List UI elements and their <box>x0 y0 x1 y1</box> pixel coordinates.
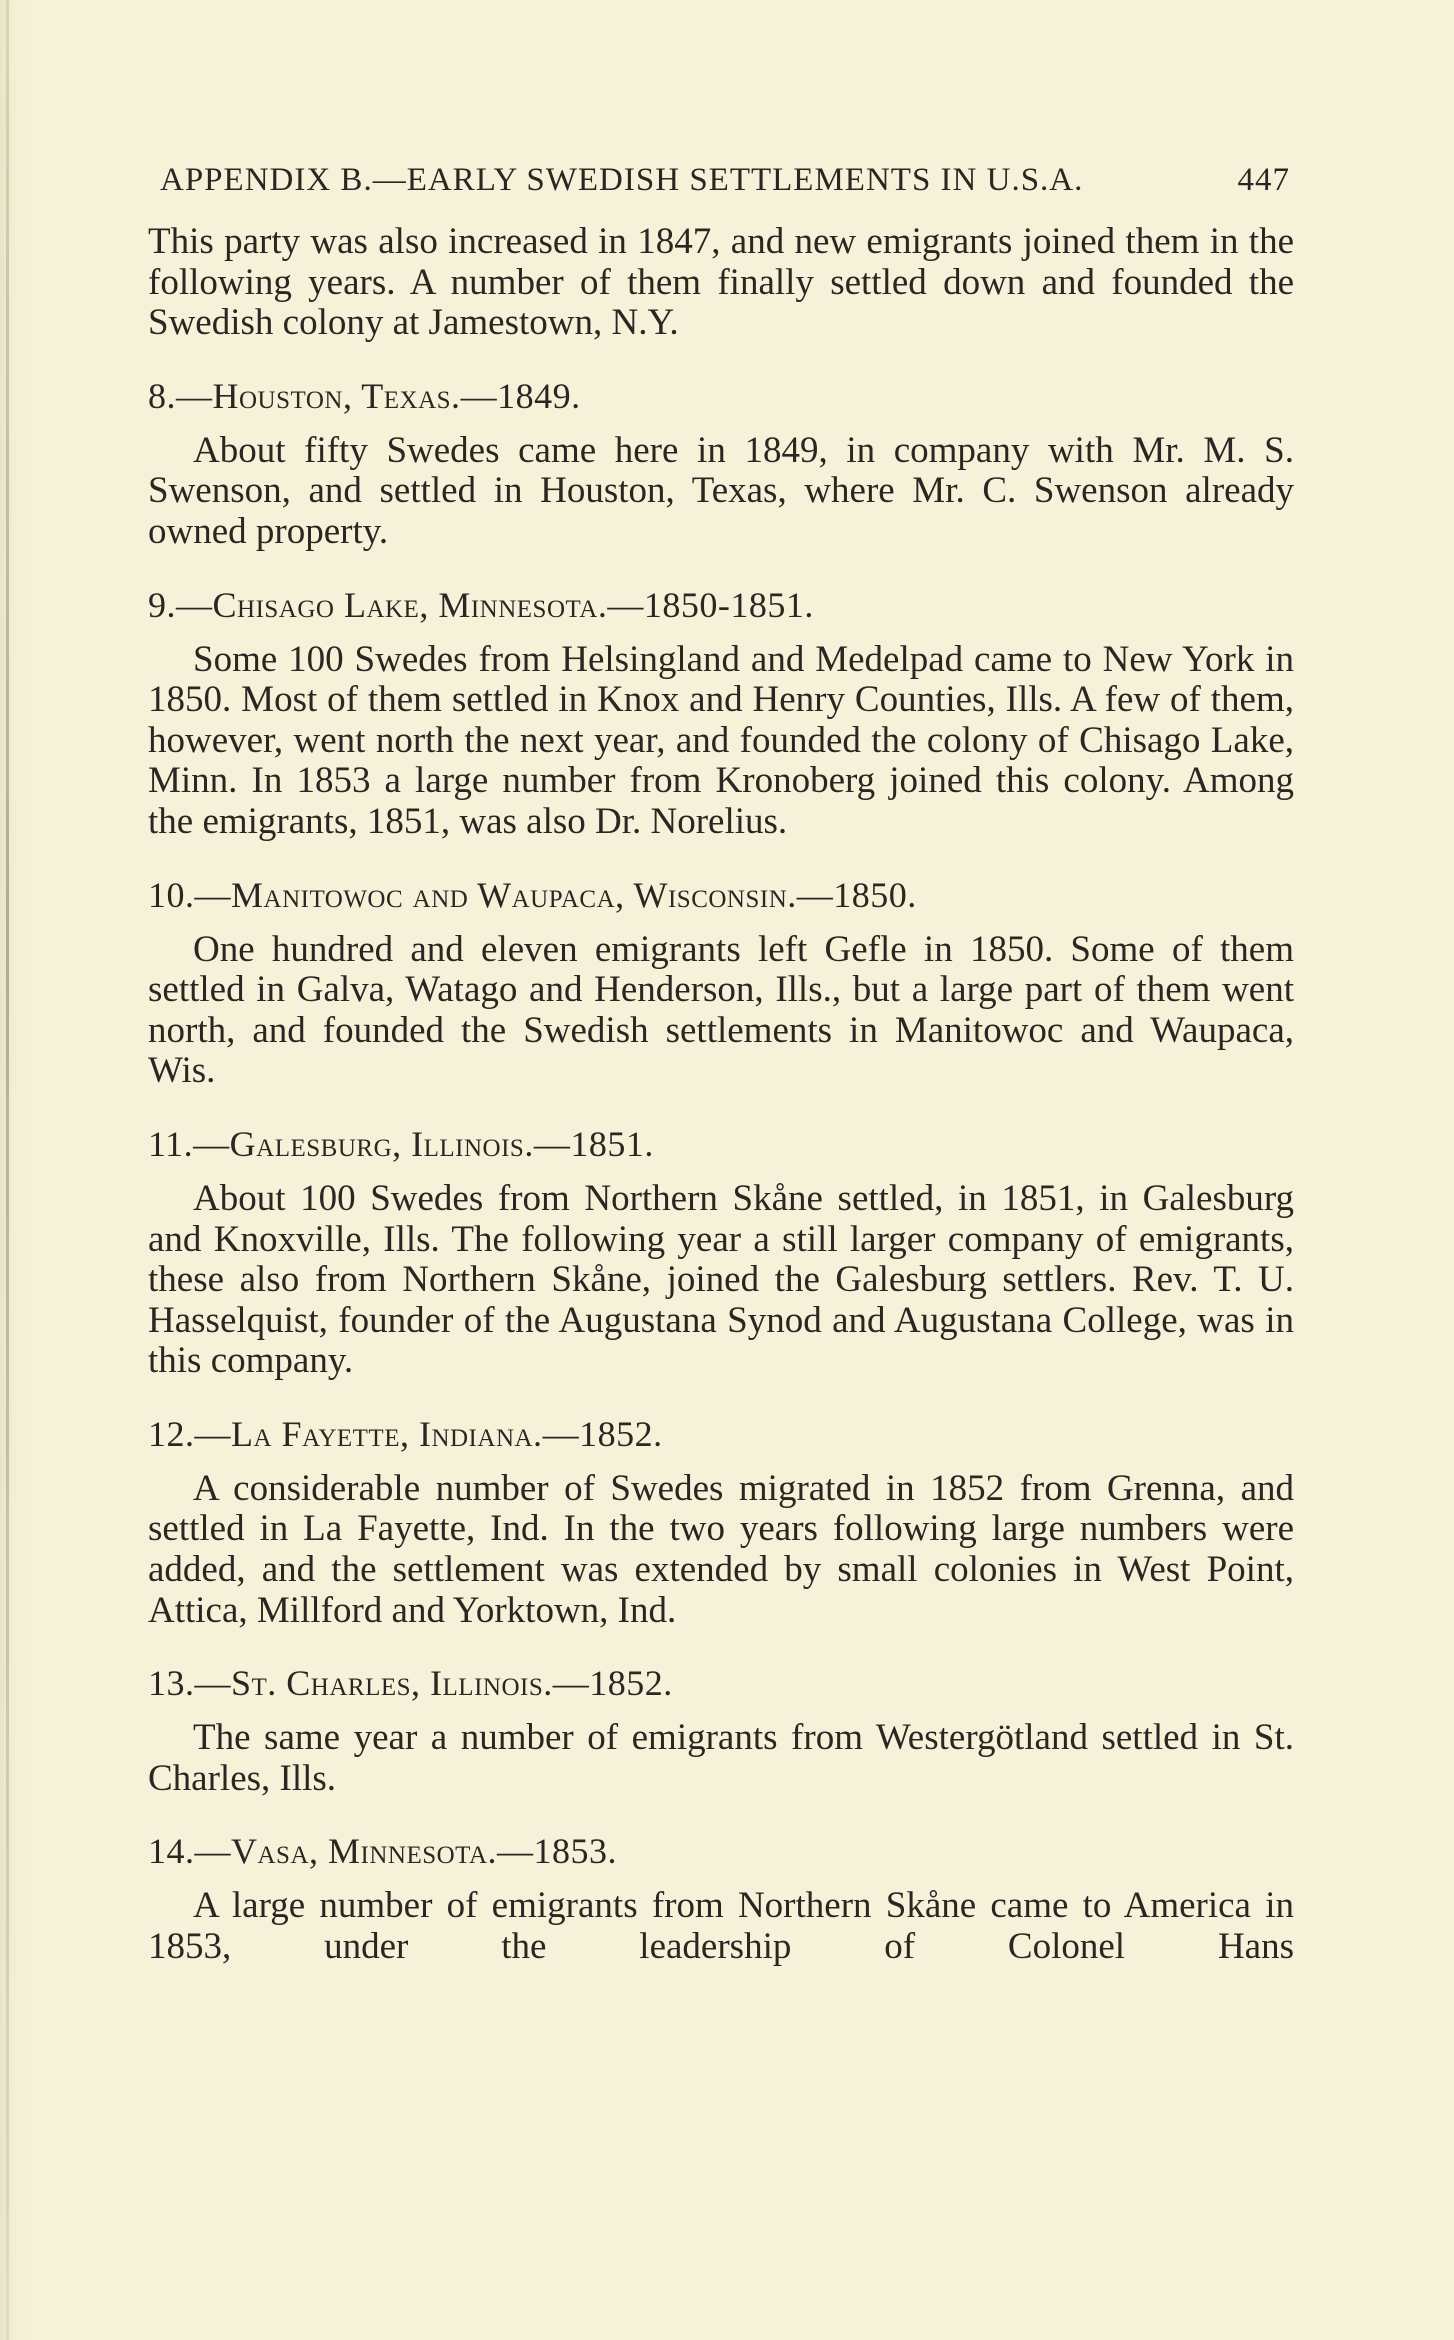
entry-year: —1852. <box>542 1413 663 1454</box>
entry-text-14: A large number of emigrants from Northern Skåne came to America in 1853, under the leadership of Colonel Hans <box>148 1885 1294 1968</box>
entry-heading-14 <box>148 1830 1294 1872</box>
page-body <box>148 222 1294 1968</box>
entry-year: —1851. <box>533 1123 654 1164</box>
entry-text-8: About fifty Swedes came here in 1849, in company with Mr. M. S. Swenson, and settled in Houston, Texas, where Mr. C. Swenson already owned property. <box>148 429 1294 552</box>
entry-text-11: About 100 Swedes from Northern Skåne settled, in 1851, in Galesburg and Knoxville, Ills. The following year a still larger company of emigrants, these also from Northern Skåne, joined the Galesburg settlers. Rev. T. U. Hasselquist, founder of the Augustana Synod and Augustana College, was in this company. <box>148 1177 1294 1382</box>
entry-year: —1850. <box>796 874 917 915</box>
entry-heading-13 <box>148 1662 1294 1704</box>
entry-year: —1852. <box>552 1663 673 1704</box>
entry-place: Manitowoc and Waupaca, Wisconsin. <box>231 874 797 915</box>
entry-place: Galesburg, Illinois. <box>229 1123 534 1164</box>
entry-number: 13.— <box>148 1663 231 1704</box>
entry-number: 14.— <box>148 1831 231 1872</box>
entry-text-9: Some 100 Swedes from Helsingland and Medelpad came to New York in 1850. Most of them settled in Knox and Henry Counties, Ills. A few of them, however, went north the next year, and founded the colony of Chisago Lake, Minn. In 1853 a large number from Kronoberg joined this colony. Among the emigrants, 1851, was also Dr. Norelius. <box>148 638 1294 842</box>
running-head <box>160 162 1290 199</box>
entry-number: 10.— <box>148 874 231 915</box>
entry-text-13: The same year a number of emigrants from Westergötland settled in St. Charles, Ills. <box>148 1717 1294 1799</box>
running-title: APPENDIX B.—EARLY SWEDISH SETTLEMENTS IN U.S.A. <box>160 162 1084 198</box>
entry-place: St. Charles, Illinois. <box>231 1663 553 1704</box>
entry-heading-11 <box>148 1123 1294 1165</box>
entry-place: La Fayette, Indiana. <box>231 1413 543 1454</box>
entry-number: 12.— <box>148 1413 231 1454</box>
entry-number: 11.— <box>148 1123 230 1164</box>
entry-year: —1849. <box>460 375 581 416</box>
entry-year: —1853. <box>497 1831 618 1872</box>
entry-heading-12 <box>148 1413 1294 1455</box>
entry-place: Houston, Texas. <box>212 375 461 416</box>
binding-gutter <box>6 0 9 2340</box>
entry-heading-10 <box>148 874 1294 916</box>
entry-place: Chisago Lake, Minnesota. <box>212 584 608 625</box>
entry-text-10: One hundred and eleven emigrants left Gefle in 1850. Some of them settled in Galva, Watago and Henderson, Ills., but a large part of them went north, and founded the Swedish settlements in Manitowoc and Waupaca, Wis. <box>148 928 1294 1092</box>
entry-heading-8 <box>148 375 1294 417</box>
entry-heading-9 <box>148 584 1294 626</box>
entry-text-12: A considerable number of Swedes migrated in 1852 from Grenna, and settled in La Fayette, Ind. In the two years following large numbers were added, and the settlement was extended by small colonies in West Point, Attica, Millford and Yorktown, Ind. <box>148 1467 1294 1631</box>
entry-number: 9.— <box>148 584 213 625</box>
continuation-paragraph: This party was also increased in 1847, and new emigrants joined them in the following years. A number of them finally settled down and founded the Swedish colony at Jamestown, N.Y. <box>148 221 1294 344</box>
page-number: 447 <box>1237 162 1290 198</box>
entry-number: 8.— <box>148 375 213 416</box>
entry-year: —1850-1851. <box>607 584 814 625</box>
entry-place: Vasa, Minnesota. <box>231 1831 498 1872</box>
